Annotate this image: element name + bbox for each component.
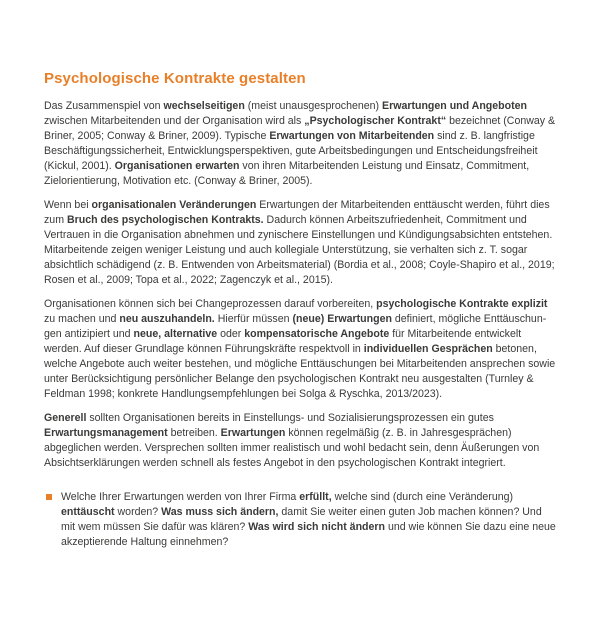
- square-bullet-icon: [46, 494, 52, 500]
- bullet-list-item: [44, 490, 558, 550]
- page-title: Psychologische Kontrakte gestalten: [44, 70, 306, 87]
- bullet-item-text: Welche Ihrer Erwartungen werden von Ihrer Firma erfüllt, welche sind (durch eine Veränderung) enttäuscht worden? Was muss sich ändern, damit Sie weiter einen guten Job machen können? Und mit wem müssen Sie dafür was klären? Was wird sich nicht ändern und wie können Sie dazu eine neue akzeptierende Haltung einnehmen?: [61, 491, 556, 548]
- paragraph-contract-breach: Wenn bei organisationalen Veränderungen Erwartungen der Mitarbeitenden enttäuscht werden, führt dies zum Bruch des psychologischen Kontrakts. Dadurch können Arbeitszufriedenheit, Commitment und Vertrauen in die Organisation abnehmen und zynischere Einstellungen und Kündigungsabsichten entstehen. Mitarbeitende zeigen weniger Leistung und auch kollegiale Unterstützung, sie verhalten sich z. T. sogar absichtlich schädigend (z. B. Entwenden von Arbeitsmaterial) (Bordia et al., 2008; Coyle-Shapiro et al., 2019; Rosen et al., 2009; Topa et al., 2022; Zagenczyk et al., 2015).: [44, 199, 555, 286]
- paragraph-psychological-contract-definition: Das Zusammenspiel von wechselseitigen (meist unausgesprochenen) Erwartungen und Angeboten zwischen Mitarbeitenden und der Organisation wird als „Psychologischer Kontrakt“ bezeichnet (Conway & Briner, 2005; Conway & Briner, 2009). Typische Erwartungen von Mitarbeitenden sind z. B. langfristige Beschäftigungssicherheit, Entwicklungsperspektiven, gute Arbeitsbedingungen und Entscheidungsfreiheit (Kickul, 2001). Organisationen erwarten von ihren Mitarbeitenden Leistung und Einsatz, Commitment, Zielorientierung, Motivation etc. (Conway & Briner, 2005).: [44, 100, 556, 187]
- paragraph-expectation-management: Generell sollten Organisationen bereits in Einstellungs- und Sozialisierungsprozessen ein gutes Erwartungsmanagement betreiben. Erwartungen können regelmäßig (z. B. in Jahresgesprächen) abgeglichen werden. Versprechen sollten immer realistisch und wohl bedacht sein, denn Äußerungen von Absichtserklärungen werden schnell als festes Angebot in den psychologischen Kontrakt integriert.: [44, 412, 540, 469]
- paragraph-change-preparation: Organisationen können sich bei Changeprozessen darauf vorbereiten, psychologische Kontrakte explizit zu machen und neu auszuhandeln. Hierfür müssen (neue) Erwartungen definiert, mögliche Enttäuschungen antizipiert und neue, alternative oder kompensatorische Angebote für Mitarbeitende entwickelt werden. Auf dieser Grundlage können Führungskräfte respektvoll in individuellen Gesprächen betonen, welche Angebote auch weiter bestehen, und mögliche Enttäuschungen bei Mitarbeitenden ansprechen sowie unter Berücksichtigung persönlicher Belange den psychologischen Kontrakt neu ausgestalten (Turnley & Feldman 1998; konkrete Handlungsempfehlungen bei Solga & Ryschka, 2013/2023).: [44, 298, 556, 400]
